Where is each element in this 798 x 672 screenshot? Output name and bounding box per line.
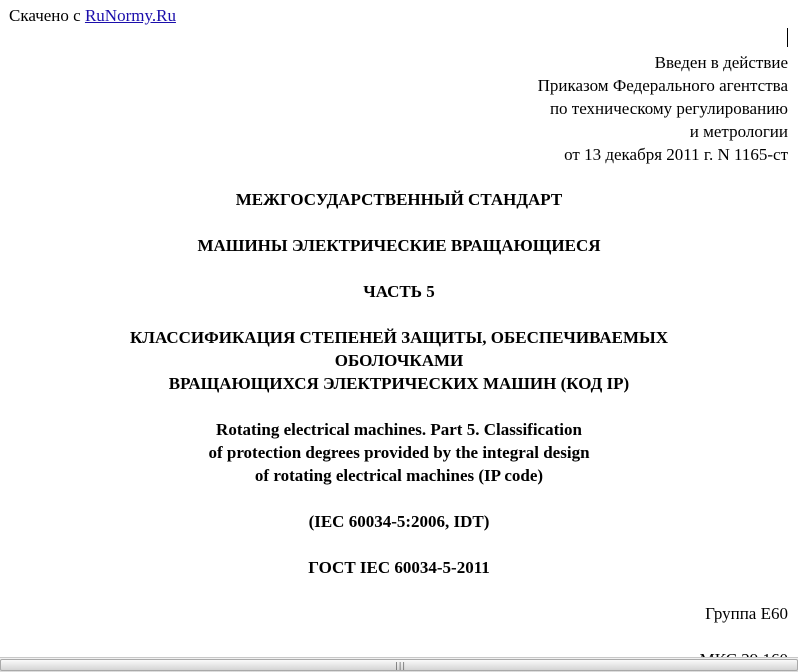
gost-designation-text: ГОСТ IEC 60034-5-2011 [308,558,490,577]
standard-type [0,188,798,211]
part-heading [0,280,798,303]
english-title-line: of rotating electrical machines (IP code) [254,466,544,485]
iec-reference [0,510,798,533]
source-link[interactable]: RuNormy.Ru [84,6,176,25]
source-line [9,6,176,26]
enactment-line: от 13 декабря 2011 г. N 1165-ст [564,145,788,164]
english-title-line: of protection degrees provided by the integral design [208,443,590,462]
subtitle-line: КЛАССИФИКАЦИЯ СТЕПЕНЕЙ ЗАЩИТЫ, ОБЕСПЕЧИВАЕМЫХ [129,328,669,347]
gost-designation [0,556,798,579]
iec-reference-text: (IEC 60034-5:2006, IDT) [308,512,490,531]
enactment-line: Приказом Федерального агентства [537,76,788,95]
text-caret [787,28,788,47]
russian-subtitle [0,326,798,395]
part-heading-text: ЧАСТЬ 5 [363,282,435,301]
scrollbar-thumb[interactable] [0,659,798,671]
enactment-line: Введен в действие [654,53,788,72]
enactment-block [538,51,788,166]
source-prefix: Скачено с [9,6,81,25]
english-title-line: Rotating electrical machines. Part 5. Classification [216,420,582,439]
english-title [0,418,798,487]
standard-type-text: МЕЖГОСУДАРСТВЕННЫЙ СТАНДАРТ [235,190,563,209]
scrollbar-grip-icon: ||| [395,661,407,670]
group-code: Группа E60 [705,604,788,623]
horizontal-scrollbar[interactable] [0,657,798,672]
document-title-text: МАШИНЫ ЭЛЕКТРИЧЕСКИЕ ВРАЩАЮЩИЕСЯ [197,236,601,255]
subtitle-line: ОБОЛОЧКАМИ [334,351,464,370]
enactment-line: по техническому регулированию [549,99,788,118]
document-title [0,234,798,257]
subtitle-line: ВРАЩАЮЩИХСЯ ЭЛЕКТРИЧЕСКИХ МАШИН (КОД IP) [168,374,630,393]
enactment-line: и метрологии [689,122,788,141]
